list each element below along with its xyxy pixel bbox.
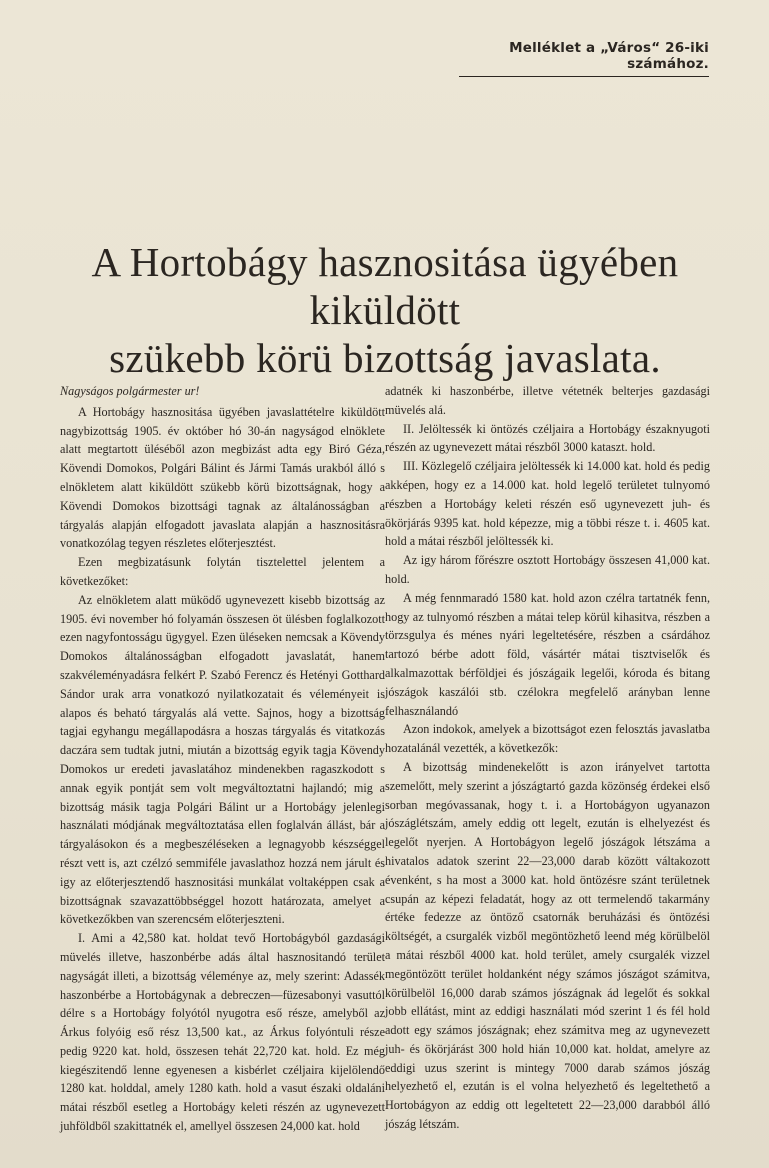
paragraph: I. Ami a 42,580 kat. holdat tevő Hortobágyból gazdasági müvelés illetve, haszonbérbe adás által hasznositandó terület nagyságát illeti, a bizottság véleménye az, mely szerint: Adassék haszonbérbe a Hortobágynak a debreczen—füzesabonyi vasuttól délre s a Hortobágy folyótól nyugotra eső része, amelyből az Árkus folyóig eső rész 13,500 kat., az Árkus folyóntuli része pedig 9220 kat. hold, összesen tehát 22,720 kat. hold. Ez még kiegészitendő lenne egyenesen a kisbérlet czéljaira kijelölendő 1280 kat. holddal, amely 1280 kath. hold a vasut északi oldaláni mátai részből esetleg a Hortobágy keleti részén az ugynevezett juhföldből szakittatnék el, amellyel összesen 24,000 kat. hold: [60, 931, 385, 1134]
supplement-header: Melléklet a „Város“ 26-iki számához.: [459, 40, 709, 77]
paragraph: adatnék ki haszonbérbe, illetve vétetnék belterjes gazdasági müvelés alá.: [385, 384, 710, 417]
paragraph: Az igy három főrészre osztott Hortobágy összesen 41,000 kat. hold.: [385, 553, 710, 586]
paragraph: Azon indokok, amelyek a bizottságot ezen felosztás javaslatba hozatalánál vezették, a következők:: [385, 722, 710, 756]
paragraph: A Hortobágy hasznositása ügyében javaslattételre kiküldött nagybizottság 1905. év október hó 30-án nagyságod elnöklete alatt megtartott üléséből azon megbizást adta egy Biró Géza, Kövendi Domokos, Polgári Bálint és Jármi Tamás urakból álló s elnökletem alatt kiküldött szükebb körü bizottságnak, hogy a Kövendi Domokos bizottsági tagnak az általánosságban a tárgyalás alapján elfogadott javaslata alapján a hasznositásra vonatkozólag tegyen részletes előterjesztést.: [60, 404, 385, 551]
paragraph: II. Jelöltessék ki öntözés czéljaira a Hortobágy északnyugoti részén az ugynevezett mátai részből 3000 kataszt. hold.: [385, 421, 710, 455]
paragraph: A még fennmaradó 1580 kat. hold azon czélra tartatnék fenn, hogy az tulnyomó részben a mátai telep körül kihasitva, részben a törzsgulya és ménes nyári legeltetésére, részben a csárdához tartozó bérbe adott föld, vásártér mátai tisztviselők és alkalmazottak bérföldjei és jószágaik legelői, kóroda és bitang jószágok kaszálói stb. czélokra megfelelő arányban lenne felhasználandó: [385, 590, 710, 718]
paragraph: Az elnökletem alatt müködő ugynevezett kisebb bizottság az 1905. évi november hó folyamán összesen öt ülésben foglalkozott ezen nagyfontosságu ügygyel. Ezen üléseken nemcsak a Kövendy Domokos általánosságban elfogadott javaslatát, hanem szakvéleményadásra felkért P. Szabó Ferencz és Hetényi Gotthard Sándor urak arra vonatkozó nyilatkozatait és véleményeit is alapos és beható tárgyalás alá vette. Sajnos, hogy a bizottság tagjai egyhangu megállapodásra a hoszas tárgyalás és vitatkozás daczára sem tudtak jutni, miután a bizottság egyik tagja Kövendy Domokos ur eredeti javaslatához mindenekben ragaszkodott s annak egyik pontját sem volt megváltoztatni hajlandó; mig a bizottság másik tagja Polgári Bálint ur a Hortobágy jelenlegi használati módjának megváltoztatása ellen foglalván állást, bár a tárgyalásokon és a megbeszéléseken a legnagyobb készséggel részt vett is, azt czélzó semmiféle javaslathoz hozzá nem járult és igy az előterjesztendő hasznositási munkálat voltaképpen csak a bizottságnak szavazattöbbséggel hozott határozata, amelyet a következőkben van szerencsém előterjeszteni.: [60, 592, 385, 927]
title-line-1: A Hortobágy hasznositása ügyében kiküldött: [91, 239, 679, 333]
paragraph: III. Közlegelő czéljaira jelöltessék ki 14.000 kat. hold és pedig akképen, hogy ez a 14.000 kat. hold legelő területet tulnyomó részben a Hortobágy keleti részén eső ugynevezett juh- és ökörjárás 9395 kat. hold képezze, mig a többi része t. i. 4605 kat. hold a mátai részből jelöltessék ki.: [385, 459, 710, 549]
paragraph: Ezen megbizatásunk folytán tisztelettel jelentem a következőket:: [60, 555, 385, 588]
left-column: [60, 382, 385, 1136]
title-line-2: szükebb körü bizottság javaslata.: [109, 335, 661, 381]
paragraph: A bizottság mindenekelőtt is azon irányelvet tartotta szemelőtt, mely szerint a jószágtartó gazda közönség érdekei első sorban megóvassanak, hogy t. i. a Hortobágyon ugyanazon jószáglétszám, amely eddig ott legelt, ezután is elhelyezést és legelőt nyerjen. A Hortobágyon legelő jószágok létszáma a hivatalos adatok szerint 22—23,000 darab között váltakozott évenként, s ha most a 3000 kat. hold öntözésre szánt területnek csupán az képezi feladatát, hogy az ott termelendő takarmány értéke fedezze az öntöző csatornák beruházási és öntözési költségét, a csurgalék vizből megöntözhető leend még körülbelöl a mátai részből 4000 kat. hold terület, amely csurgalék vizzel megöntözött terület holdanként négy számos jószágot számitva, körülbelöl 16,000 darab számos jószágnak ád legelőt és sokkal jobb ellátást, mint az eddigi használati mód szerint 1 és fél hold adott egy számos jószágnak; ehez számitva meg az ugynevezett juh- és ökörjárást 300 hold hián 10,000 kat. holdat, amelyre az eddigi uzus szerint is mintegy 7000 darab számos jószág helyezhető el, ezután is el volna helyezhető és legeltethető a Hortobágyon az eddig ott legeltetett 22—23,000 darabból álló jószág létszám.: [385, 759, 710, 1132]
article-title: [30, 238, 740, 382]
salutation: Nagyságos polgármester ur!: [60, 384, 200, 398]
right-column: [385, 382, 710, 1134]
